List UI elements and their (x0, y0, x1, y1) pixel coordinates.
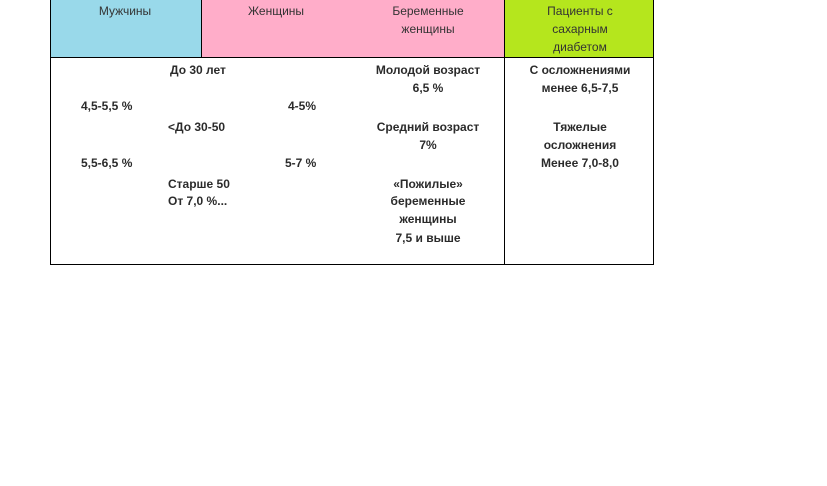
pregnant-elderly-line1: «Пожилые» (393, 177, 463, 191)
header-pregnant-line2: женщины (401, 22, 455, 36)
age-over50-value: От 7,0 %... (168, 194, 228, 208)
header-women: Женщины (247, 4, 305, 18)
age-under30: До 30 лет (170, 63, 226, 77)
pregnant-elderly-line3: женщины (399, 212, 457, 226)
header-diabetes-line2: сахарным (552, 22, 608, 36)
diabetes-severe-line1: Тяжелые (553, 120, 607, 134)
pregnant-young-value: 6,5 % (412, 81, 444, 95)
women-value-row1: 4-5% (288, 99, 317, 113)
men-value-row1: 4,5-5,5 % (81, 99, 133, 113)
age-30to50: <До 30-50 (168, 120, 226, 134)
header-men: Мужчины (98, 4, 152, 18)
diabetes-complications: С осложнениями (529, 63, 631, 77)
pregnant-elderly-line2: беременные (390, 194, 466, 208)
column-divider (504, 57, 505, 264)
pregnant-middle-value: 7% (419, 138, 437, 152)
men-value-row2: 5,5-6,5 % (81, 156, 133, 170)
header-divider (51, 57, 653, 58)
diabetes-severe-value: Менее 7,0-8,0 (541, 156, 619, 170)
pregnant-elderly-value: 7,5 и выше (395, 231, 461, 245)
women-value-row2: 5-7 % (285, 156, 317, 170)
diabetes-severe-line2: осложнения (543, 138, 617, 152)
header-pregnant-line1: Беременные (392, 4, 464, 18)
header-diabetes-line3: диабетом (553, 40, 607, 54)
diabetes-complications-value: менее 6,5-7,5 (541, 81, 619, 95)
age-over50: Старше 50 (168, 177, 230, 191)
pregnant-young: Молодой возраст (375, 63, 481, 77)
header-diabetes-line1: Пациенты с (547, 4, 613, 18)
pregnant-middle: Средний возраст (376, 120, 480, 134)
